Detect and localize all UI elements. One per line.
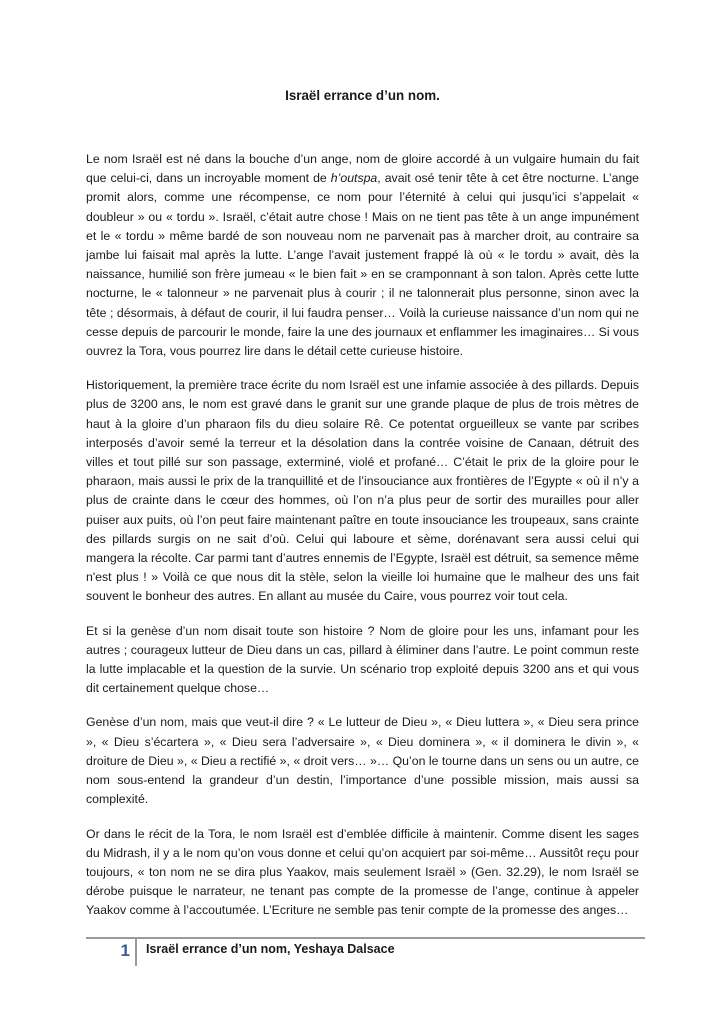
paragraph-3: Et si la genèse d’un nom disait toute son histoire ? Nom de gloire pour les uns, infamant pour les autres ; courageux lutteur de Dieu dans un cas, pillard à éliminer dans l’autre. Le point commun reste la lutte implacable et la question de la survie. Un scénario trop exploité depuis 3200 ans et qui vous dit certainement quelque chose… [86,623,639,696]
paragraph-5: Or dans le récit de la Tora, le nom Israël est d’emblée difficile à maintenir. Comme disent les sages du Midrash, il y a le nom qu’on vous donne et celui qu’on acquiert par soi-même… Aussitôt reçu pour toujours, « ton nom ne se dira plus Yaakov, mais seulement Israël » (Gen. 32.29), le nom Israël se dérobe puisque le narrateur, ne tenant pas compte de la promesse de l’ange, continue à appeler Yaakov comme à l’accoutumée. L’Ecriture ne semble pas tenir compte de la promesse des anges… [86,826,639,918]
document-body [86,150,639,936]
footer-divider [86,937,645,939]
paragraph-4: Genèse d’un nom, mais que veut-il dire ? « Le lutteur de Dieu », « Dieu luttera », « Dieu sera prince », « Dieu s’écartera », « Dieu sera l’adversaire », « Dieu dominera », « il dominera le divin », « droiture de Dieu », « Dieu a rectifié », « droit vers… »… Qu’on le tourne dans un sens ou un autre, ce nom sous-entend la grandeur d’un destin, l’importance d’une possible mission, mais aussi sa complexité. [86,715,639,807]
italic-word: h’outspa [330,171,378,186]
document-title: Israël errance d’un nom. [285,88,440,103]
footer-title: Israël errance d’un nom, Yeshaya Dalsace [146,942,395,956]
footer-page-number: 1 [120,941,130,960]
paragraph-1: Le nom Israël est né dans la bouche d’un ange, nom de gloire accordé à un vulgaire humain du fait que celui-ci, dans un incroyable moment de h’outspa, avait osé tenir tête à cet être nocturne. L’ange promit alors, comme une récompense, ce nom pour l’éternité à celui qui jusqu’ici s’appelait « doubleur » ou « tordu ». Israël, c’était autre chose ! Mais on ne tient pas tête à un ange impunément et le « tordu » même bardé de son nouveau nom ne parvenait pas à marcher droit, au contraire sa jambe lui faisait mal après la lutte. L’ange l’avait justement frappé là où « le tordu » avait, dès la naissance, humilié son frère jumeau « le bien fait » en se cramponnant à son talon. Après cette lutte nocturne, le « talonneur » ne parvenait plus à courir ; il ne talonnerait plus personne, sinon avec la tête ; désormais, à défaut de courir, il lui faudra penser… Voilà la curieuse naissance d’un nom qui ne cesse depuis de parcourir le monde, faire la une des journaux et enflammer les imaginaires… Si vous ouvrez la Tora, vous pourrez lire dans le détail cette curieuse histoire. [86,152,639,359]
paragraph-2: Historiquement, la première trace écrite du nom Israël est une infamie associée à des pillards. Depuis plus de 3200 ans, le nom est gravé dans le granit sur une grande plaque de plus de trois mètres de haut à la gloire d’un pharaon fils du dieu solaire Rê. Ce potentat orgueilleux se vante par scribes interposés d’avoir semé la terreur et la désolation dans la contrée voisine de Canaan, détruit des villes et tout pillé sur son passage, exterminé, violé et profané… C’était le prix de la gloire pour le pharaon, mais aussi le prix de la tranquillité et de l’insouciance aux frontières de l’Egypte « où il n’y a plus de crainte dans le cœur des hommes, où l’on n’a plus peur de sortir des murailles pour aller puiser aux puits, où l’on peut faire maintenant paître en toute insouciance les troupeaux, sans crainte des pillards surgis on ne sait d’où. Celui qui laboure et sème, dorénavant sera aussi celui qui mangera la récolte. Car parmi tant d’autres ennemis de l’Egypte, Israël est détruit, sa semence même n'est plus ! » Voilà ce que nous dit la stèle, selon la vieille loi humaine que le malheur des uns fait souvent le bonheur des autres. En allant au musée du Caire, vous pourrez voir tout cela. [86,378,639,604]
footer-vertical-divider [135,938,137,966]
